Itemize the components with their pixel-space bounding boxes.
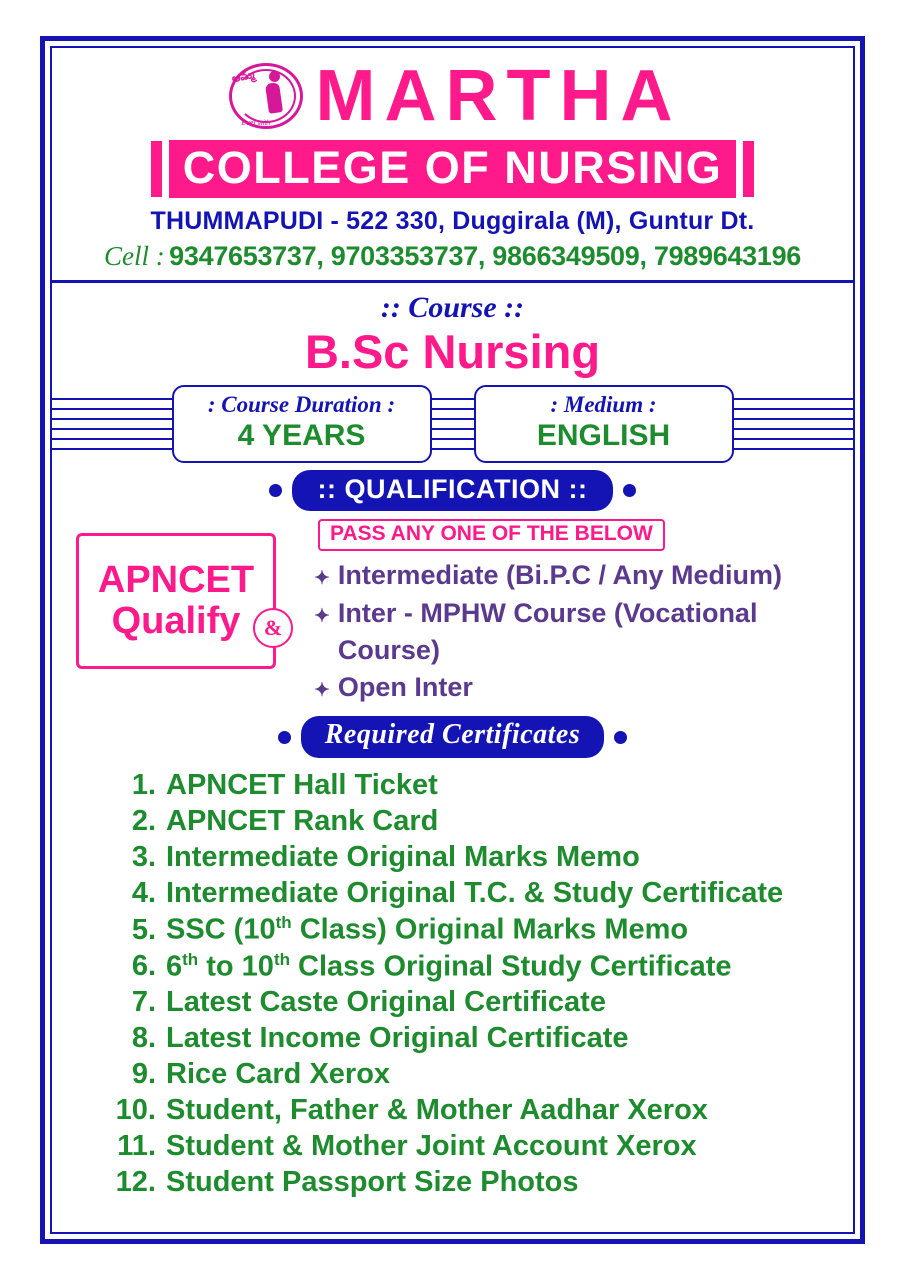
- bullet-dot-icon: [269, 484, 282, 497]
- qualification-heading: :: QUALIFICATION ::: [292, 470, 614, 511]
- qualification-option: [314, 669, 837, 706]
- list-item-number: 12.: [115, 1166, 156, 1199]
- course-name: B.Sc Nursing: [304, 325, 601, 378]
- list-item: [112, 1165, 853, 1201]
- list-item-number: 1.: [131, 769, 156, 802]
- diamond-bullet-icon: ✦: [314, 568, 330, 590]
- poster-outer-border: [40, 36, 865, 1244]
- list-item: [112, 949, 853, 986]
- list-item-number: 3.: [131, 841, 156, 874]
- list-item: [112, 985, 853, 1021]
- bullet-dot-icon: [614, 731, 627, 744]
- list-item-label: 6th to 10th Class Original Study Certificate: [166, 949, 732, 983]
- list-item-label: Latest Caste Original Certificate: [166, 986, 606, 1019]
- course-duration-value: 4 YEARS: [237, 419, 366, 453]
- qualification-option: [314, 595, 837, 670]
- poster-inner-border: [50, 46, 855, 1234]
- poster-header: [52, 48, 853, 283]
- list-item-label: APNCET Rank Card: [166, 805, 439, 838]
- qualification-heading-row: [52, 470, 853, 511]
- list-item: [112, 1057, 853, 1093]
- list-item-number: 11.: [117, 1130, 156, 1163]
- list-item-number: 9.: [131, 1058, 156, 1091]
- bullet-dot-icon: [623, 484, 636, 497]
- list-item: [112, 912, 853, 949]
- pass-any-label: PASS ANY ONE OF THE BELOW: [318, 519, 665, 551]
- list-item: [112, 876, 853, 912]
- qualification-option: [314, 557, 837, 594]
- list-item-label: Rice Card Xerox: [166, 1058, 391, 1091]
- list-item-label: Student & Mother Joint Account Xerox: [166, 1130, 697, 1163]
- medium-label: : Medium :: [550, 392, 657, 418]
- cell-numbers: 9347653737, 9703353737, 9866349509, 7989643196: [169, 241, 802, 271]
- apncet-line2: Qualify: [111, 600, 241, 643]
- list-item-label: SSC (10th Class) Original Marks Memo: [166, 913, 689, 946]
- qualification-option-label: Inter - MPHW Course (Vocational Course): [337, 597, 758, 665]
- certificates-heading-row: [52, 716, 853, 758]
- course-label: :: Course ::: [380, 291, 525, 324]
- college-sub-row: [60, 140, 845, 198]
- medium-value: ENGLISH: [536, 419, 671, 453]
- list-item-number: 8.: [131, 1022, 156, 1055]
- right-bar-decor: [743, 141, 754, 197]
- qualification-options: [280, 519, 837, 706]
- list-item-number: 6.: [131, 950, 156, 983]
- title-row: [60, 54, 845, 138]
- list-item-label: Intermediate Original T.C. & Study Certificate: [166, 877, 784, 910]
- bullet-dot-icon: [278, 731, 291, 744]
- college-address: THUMMAPUDI - 522 330, Duggirala (M), Guntur Dt.: [150, 207, 755, 235]
- duration-medium-row: [52, 384, 853, 464]
- list-item: [112, 768, 853, 804]
- college-sub-label: COLLEGE OF NURSING: [182, 142, 723, 193]
- certificates-list: [52, 758, 853, 1201]
- list-item-label: APNCET Hall Ticket: [166, 769, 438, 802]
- medium-box: [474, 385, 734, 463]
- list-item-number: 4.: [131, 877, 156, 910]
- qualification-option-label: Intermediate (Bi.P.C / Any Medium): [337, 560, 782, 591]
- list-item: [112, 1021, 853, 1057]
- list-item-number: 10.: [115, 1094, 156, 1127]
- list-item: [112, 1093, 853, 1129]
- college-logo-icon: [224, 57, 310, 135]
- list-item-label: Intermediate Original Marks Memo: [166, 841, 640, 874]
- ampersand-badge: &: [253, 608, 293, 648]
- cell-label: Cell :: [103, 241, 165, 271]
- list-item-number: 5.: [131, 913, 156, 946]
- list-item-label: Student, Father & Mother Aadhar Xerox: [166, 1094, 708, 1127]
- list-item-number: 7.: [131, 986, 156, 1019]
- apncet-qualify-box: [76, 533, 283, 669]
- list-item-number: 2.: [131, 805, 156, 838]
- left-bar-decor: [151, 141, 162, 197]
- list-item: [112, 804, 853, 840]
- college-sub-banner: [169, 140, 737, 198]
- list-item-label: Student Passport Size Photos: [166, 1166, 579, 1199]
- qualification-option-label: Open Inter: [337, 672, 473, 703]
- course-section: [52, 283, 853, 376]
- course-duration-box: [172, 385, 432, 463]
- contact-row: [60, 241, 845, 272]
- diamond-bullet-icon: ✦: [314, 605, 330, 627]
- diamond-bullet-icon: ✦: [314, 680, 330, 702]
- list-item-label: Latest Income Original Certificate: [166, 1022, 629, 1055]
- certificates-heading: Required Certificates: [301, 716, 604, 758]
- college-name: MARTHA: [315, 56, 682, 136]
- logo-tagline: Ever with: [241, 120, 271, 127]
- apncet-line1: APNCET: [97, 558, 255, 601]
- course-duration-label: : Course Duration :: [207, 392, 396, 418]
- logo-telugu-text: అమ్మ: [230, 68, 256, 86]
- list-item: [112, 840, 853, 876]
- list-item: [112, 1129, 853, 1165]
- qualification-body: [52, 511, 853, 706]
